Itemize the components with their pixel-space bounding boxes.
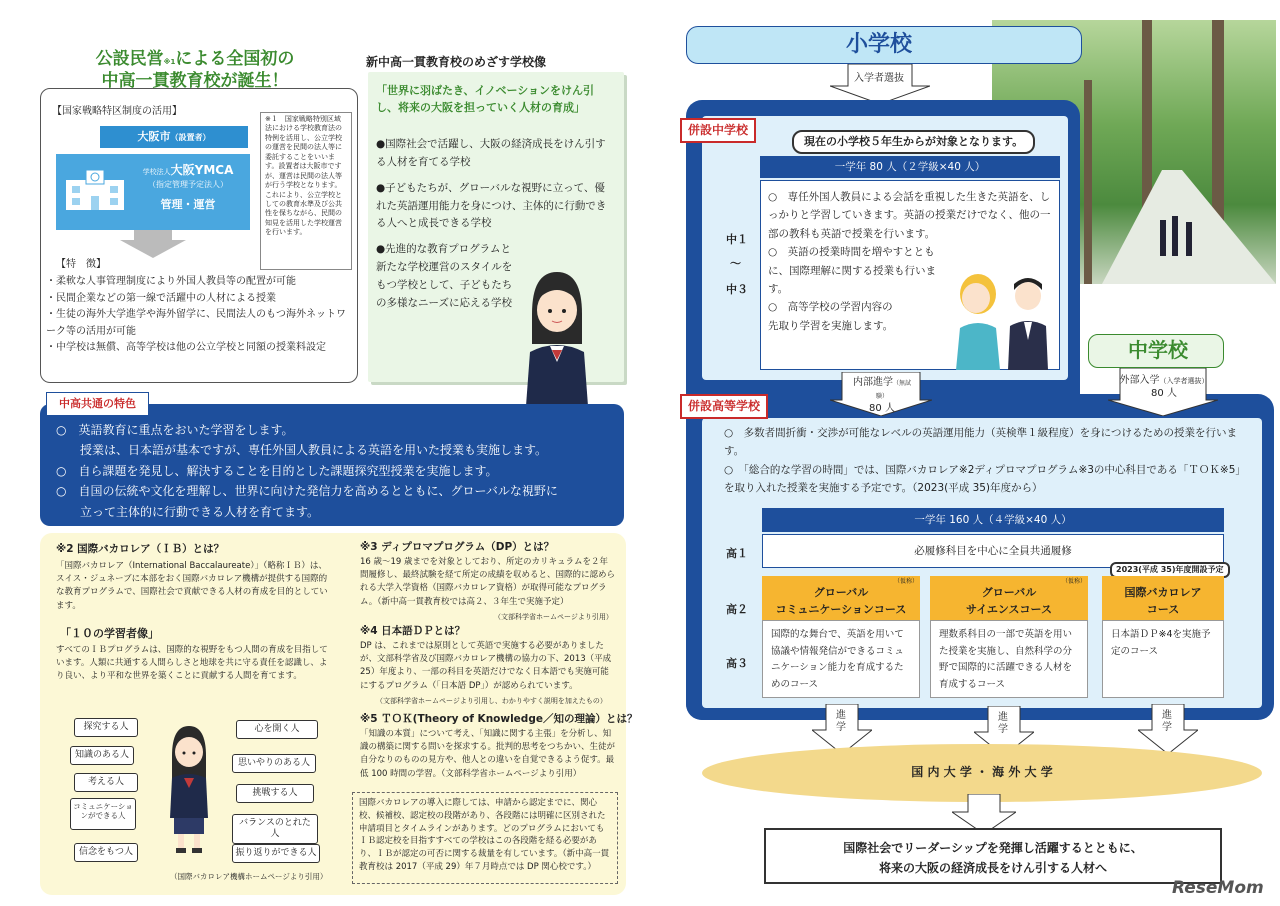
resemom-logo: ReseMom [1172, 878, 1264, 898]
ko-gakunen: 一学年 160 人（４学級×40 人） [762, 508, 1224, 532]
gakushu-text: すべてのＩＢプログラムは、国際的な視野をもつ人間の育成を目指しています。人類に共通する人間らしさと地球を共に守る責任を認識し、より良い、より平和な世界を築くことに貢献する人間を育てます。 [56, 645, 328, 682]
ymca-sub: （指定管理予定法人） [148, 179, 228, 189]
mezasu-item: ●子どもたちが、グローバルな視野に立って、優れた英語運用能力を身につけ、主体的に行動できる人へと成長できる学校 [376, 181, 607, 230]
tok-text: 「知識の本質」について考え、「知識に関する主張」を分析し、知識の構築に関する問いを探求する。批判的思考をつちかい、生徒が自分なりのものの見方や、他人との違いを自覚できるよう促す。最低 100 時間の学習。（文部科学省ホームページより引用） [360, 729, 616, 779]
chu-label-top: 中１ [726, 233, 748, 246]
dp-text: 16 歳〜19 歳までを対象としており、所定のカリキュラムを２年間履修し、最終試験を経て所定の成績を収めると、国際的に認められる大学入学資格（国際バカロレア資格）が取得可能なプログラム。（新中高一貫教育校では高２、３年生で実施予定） [360, 557, 616, 607]
tok-title: ※5 ＴＯＫ(Theory of Knowledge／知の理論）とは？ [360, 713, 638, 725]
chuko-item: ○ 英語教育に重点をおいた学習をします。 [56, 423, 294, 437]
chugakko-label: 中学校 [1128, 338, 1188, 362]
tokucho-item: ・民間企業などの第一線で活躍中の人材による授業 [46, 292, 276, 304]
tokucho-item: ・生徒の海外大学進学や海外留学に、民間法人のもつ海外ネットワーク等の活用が可能 [46, 309, 346, 337]
chuko-item: ○ 自ら課題を発見し、解決することを目的とした課題探究型授業を実施します。 [56, 463, 498, 478]
heisetsu-ko-label: 併設高等学校 [680, 394, 768, 419]
chu-label-bot: 中３ [726, 283, 748, 296]
ymca-text [130, 162, 246, 213]
bubble-right: 心を開く人 [236, 720, 318, 739]
student-illustration [512, 266, 602, 406]
course-body: 理数系科目の一部で英語を用いた授業を実施し、自然科学の分野で国際的に活躍できる人材を育成するコース [930, 620, 1088, 698]
gaibu-text: 外部入学 [1119, 375, 1160, 386]
shingaku-label: 進 学 [836, 710, 846, 733]
course-2 [930, 576, 1088, 698]
nyugaku-label: 入学者選抜 [854, 73, 904, 84]
tokucho-title: 【特 徴】 [56, 259, 106, 270]
chu-item: ○ 英語の授業時間を増やすとともに、国際理解に関する授業も行います。 [768, 246, 936, 295]
gaibu-num: 80 人 [1151, 388, 1177, 399]
chu-item: ○ 高等学校の学習内容の先取り学習を実施します。 [768, 301, 894, 332]
tokucho-list [46, 274, 352, 357]
dp-title: ※3 ディプロマプログラム（DP）とは？ [360, 541, 555, 553]
taisho-badge: 現在の小学校５年生からが対象となります。 [792, 130, 1035, 154]
naibu-num: 80 人 [869, 403, 895, 414]
naibu-label [852, 376, 912, 415]
ko-item: ○ 多数者間折衝・交渉が可能なレベルの英語運用能力（英検準１級程度）を身につけるための授業を行います。 [724, 427, 1237, 458]
school-building-icon [64, 168, 126, 212]
jdp-source: （文部科学省ホームページより引用し、わかりやすく説明を加えたもの） [376, 697, 607, 705]
heisetsu-chu-label: 併設中学校 [680, 118, 756, 143]
osaka-box [100, 126, 248, 148]
course-tag: （仮称） [893, 578, 918, 585]
ymca-down-arrow [120, 230, 186, 264]
kaisetsu-badge: 2023(平成 35)年度開設予定 [1110, 562, 1230, 578]
ko-item: ○ 「総合的な学習の時間」では、国際バカロレア※2ディプロマプログラム※3の中心科目である「ＴＯＫ※5」を取り入れた授業を実施する予定です。（2023(平成 35)年度から） [724, 463, 1246, 495]
daigaku-label: 国 内 大 学 ・ 海 外 大 学 [911, 765, 1053, 779]
course-title: グローバル コミュニケーションコース [762, 576, 920, 620]
shingaku-label: 進 学 [1162, 710, 1172, 733]
headline-line2: 中高一貫教育校が誕生！ [101, 71, 289, 92]
dp-source: （文部科学省ホームページより引用） [494, 613, 613, 621]
chuko-item: 立って主体的に行動できる人材を育てます。 [56, 504, 320, 519]
chu-item: ○ 専任外国人教員による会話を重視した生きた英語を、しっかりと学習していきます。英語の授業だけでなく、他の一部の教科も英語で授業を行います。 [768, 191, 1051, 240]
student-small-illustration [160, 722, 218, 854]
ib-title: ※2 国際バカロレア（ＩＢ）とは？ [56, 543, 225, 555]
osaka-label: 大阪市 [137, 130, 171, 143]
chuko-item: 授業は、日本語が基本ですが、専任外国人教員による英語を用いた授業も実施します。 [56, 443, 548, 458]
headline [60, 48, 330, 92]
gaibu-sub: （入学者選抜） [1159, 377, 1209, 385]
course-body: 日本語ＤＰ※4を実施予定のコース [1102, 620, 1224, 698]
tokucho-item: ・柔軟な人事管理制度により外国人教員等の配置が可能 [46, 276, 296, 287]
mezasu-item: ●先進的な教育プログラムと新たな学校運営のスタイルをもつ学校として、子どもたちの多様なニーズに応える学校 [376, 243, 513, 309]
ib-intro: 国際バカロレアの導入に際しては、申請から認定までに、関心校、候補校、認定校の段階があり、各段階には明確に区別された申請項目とタイムラインがあります。どのプログラムにおいてもＩＢ認定校を目指すすべての学校はこの各段階を経る必要があり、ＩＢが認定の可否に関する裁量を有しています。（新中高一貫教育校は 2017（平成 29）年７月時点では DP 関心校です。） [352, 792, 618, 884]
right-page [640, 0, 1280, 906]
chu-label-mid: 〜 [730, 257, 741, 270]
headline-part1: 公設民営 [95, 49, 164, 69]
course-title: 国際バカロレア コース [1102, 576, 1224, 620]
ib-source: （国際バカロレア機構ホームページより引用） [170, 872, 328, 881]
chuko-list [56, 420, 616, 522]
bubble-right: 挑戦する人 [236, 784, 314, 803]
headline-part2: による全国初の [175, 49, 295, 69]
bubble-left: 知識のある人 [70, 746, 134, 765]
course-body: 国際的な舞台で、英語を用いて協議や情報発信ができるコミュニケーション能力を育成するためのコース [762, 620, 920, 698]
course-1 [762, 576, 920, 698]
course-3 [1102, 576, 1224, 698]
ymca-label: 大阪YMCA [170, 163, 234, 177]
chu-gakunen: 一学年 80 人（２学級×40 人） [760, 156, 1060, 178]
shingaku-label: 進 学 [998, 712, 1008, 735]
shogakko-label: 小学校 [846, 32, 913, 57]
mezasu-head: 「世界に羽ばたき、イノベーションをけん引し、将来の大阪を担っていく人材の育成」 [376, 84, 595, 115]
chuko-title: 中高共通の特色 [46, 392, 149, 416]
course-tag: （仮称） [1061, 578, 1086, 585]
jdp-text: DP は、これまでは原則として英語で実施する必要がありましたが、文部科学省及び国際バカロレア機構の協力の下、2013（平成 25）年度より、一部の科目を英語だけでなく日本語でも実施可能にするプログラム（「日本語 DP」）が認められています。 [360, 641, 612, 691]
note1: ※１ 国家戦略特別区域法における学校教育法の特例を活用し、公立学校の運営を民間の法人等に委託することをいいます。設置者は大阪市ですが、運営は民間の法人等が行う学校となります。これにより、公立学校としての教育水準及び公共性を保ちながら、民間の知見を活用した学校運営を行います。 [260, 112, 352, 270]
ko1-label: 高１ [726, 547, 748, 560]
naibu-sub: （無試験） [875, 380, 911, 400]
mezasu-item: ●国際社会で活躍し、大阪の経済成長をけん引する人材を育てる学校 [376, 138, 606, 168]
bubble-left: 探究する人 [74, 718, 138, 737]
osaka-sub: （設置者） [170, 133, 211, 142]
kanri-label: 管理・運営 [160, 198, 216, 212]
headline-note: ※1 [163, 58, 176, 66]
ymca-prefix: 学校法人 [142, 168, 171, 176]
tokucho-item: ・中学校は無償、高等学校は他の公立学校と同額の授業料設定 [46, 342, 326, 353]
gakushu-title: 「１０の学習者像」 [60, 627, 159, 640]
jdp-title: ※4 日本語ＤＰとは？ [360, 625, 466, 637]
gaibu-label [1114, 374, 1214, 400]
chuko-item: ○ 自国の伝統や文化を理解し、世界に向けた発信力を高めるとともに、グローバルな視野に [56, 484, 558, 499]
ko-list [724, 424, 1254, 498]
ko2-label: 高２ [726, 603, 748, 616]
bubble-left: 考える人 [74, 773, 138, 792]
course-title: グローバル サイエンスコース [930, 576, 1088, 620]
final-message: 国際社会でリーダーシップを発揮し活躍するとともに、 将来の大阪の経済成長をけん引する人材へ [764, 828, 1222, 884]
teacher-illustration [946, 264, 1058, 370]
bubble-right: 思いやりのある人 [232, 754, 316, 773]
kokka-label: 【国家戦略特区制度の活用】 [52, 106, 182, 117]
naibu-text: 内部進学 [852, 377, 893, 388]
bubble-right: 振り返りができる人 [232, 844, 320, 863]
bubble-left: 信念をもつ人 [74, 843, 138, 862]
shingaku-arrow-3 [1138, 704, 1198, 754]
bubble-left: コミュニケーションができる人 [70, 798, 136, 830]
mezasu-title: 新中高一貫教育校のめざす学校像 [366, 55, 547, 69]
ko1-row: 必履修科目を中心に全員共通履修 [762, 534, 1224, 568]
ib-text: 「国際バカロレア（International Baccalaureate）」（略称ＩＢ）は、スイス・ジュネーブに本部をおく国際バカロレア機構が提供する国際的な教育プログラムで、国際社会で貢献できる人材の育成を目的としています。 [56, 561, 328, 611]
bubble-right: バランスのとれた人 [232, 814, 318, 844]
ko3-label: 高３ [726, 657, 748, 670]
